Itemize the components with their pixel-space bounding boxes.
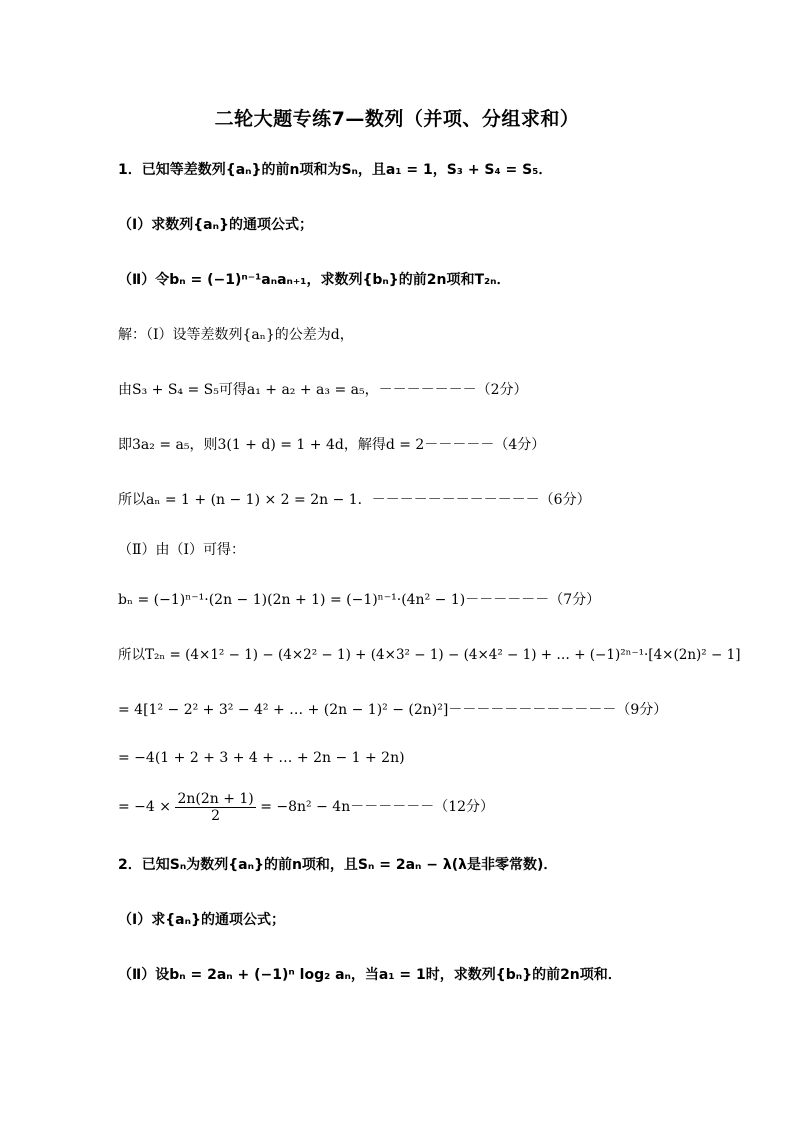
solution-1-line-5: （Ⅱ）由（Ⅰ）可得：: [118, 542, 246, 558]
problem-2-part-1: （Ⅰ）求{aₙ}的通项公式；: [118, 912, 285, 928]
problem-1-part-2: （Ⅱ）令bₙ = (−1)ⁿ⁻¹aₙaₙ₊₁，求数列{bₙ}的前2n项和T₂ₙ．: [118, 272, 511, 288]
solution-1-line-1: 解：（Ⅰ）设等差数列{aₙ}的公差为d，: [118, 327, 354, 343]
problem-2-part-2: （Ⅱ）设bₙ = 2aₙ + (−1)ⁿ log₂ aₙ，当a₁ = 1时，求数列{bₙ}的前2n项和．: [118, 967, 622, 983]
problem-1-part-1: （Ⅰ）求数列{aₙ}的通项公式；: [118, 217, 313, 233]
solution-1-line-7: 所以T₂ₙ = (4×1² − 1) − (4×2² − 1) + (4×3² − 1) − (4×4² − 1) + … + (−1)²ⁿ⁻¹·[4×(2n)² − 1]: [118, 647, 741, 663]
document-title: 二轮大题专练7—数列（并项、分组求和）: [214, 108, 580, 130]
fraction-denominator: 2: [211, 807, 221, 824]
solution-1-line-3: 即3a₂ = a₅，则3(1 + d) = 1 + 4d，解得d = 2－－－－－（4分）: [118, 437, 546, 453]
solution-1-line-4: 所以aₙ = 1 + (n − 1) × 2 = 2n − 1．－－－－－－－－－－－－（6分）: [118, 492, 591, 508]
problem-2-statement: 2．已知Sₙ为数列{aₙ}的前n项和，且Sₙ = 2aₙ − λ(λ是非零常数)．: [118, 857, 558, 873]
solution-1-line-6: bₙ = (−1)ⁿ⁻¹·(2n − 1)(2n + 1) = (−1)ⁿ⁻¹·(4n² − 1)－－－－－－（7分）: [118, 592, 601, 608]
solution-1-line-10: [118, 790, 494, 824]
solution-1-line-9: = −4(1 + 2 + 3 + 4 + … + 2n − 1 + 2n): [118, 750, 405, 766]
solution-1-line-8: = 4[1² − 2² + 3² − 4² + … + (2n − 1)² − (2n)²]－－－－－－－－－－－－（9分）: [118, 702, 668, 718]
fraction-numerator: 2n(2n + 1): [177, 790, 254, 807]
fraction: [175, 791, 255, 824]
solution-1-line-2: 由S₃ + S₄ = S₅可得a₁ + a₂ + a₃ = a₅，－－－－－－－（2分）: [118, 382, 528, 398]
solution-1-line-10-prefix: = −4 ×: [118, 799, 171, 815]
solution-1-line-10-result: = −8n² − 4n－－－－－－（12分）: [260, 799, 495, 815]
problem-1-statement: 1．已知等差数列{aₙ}的前n项和为Sₙ，且a₁ = 1，S₃ + S₄ = S₅．: [118, 162, 553, 178]
